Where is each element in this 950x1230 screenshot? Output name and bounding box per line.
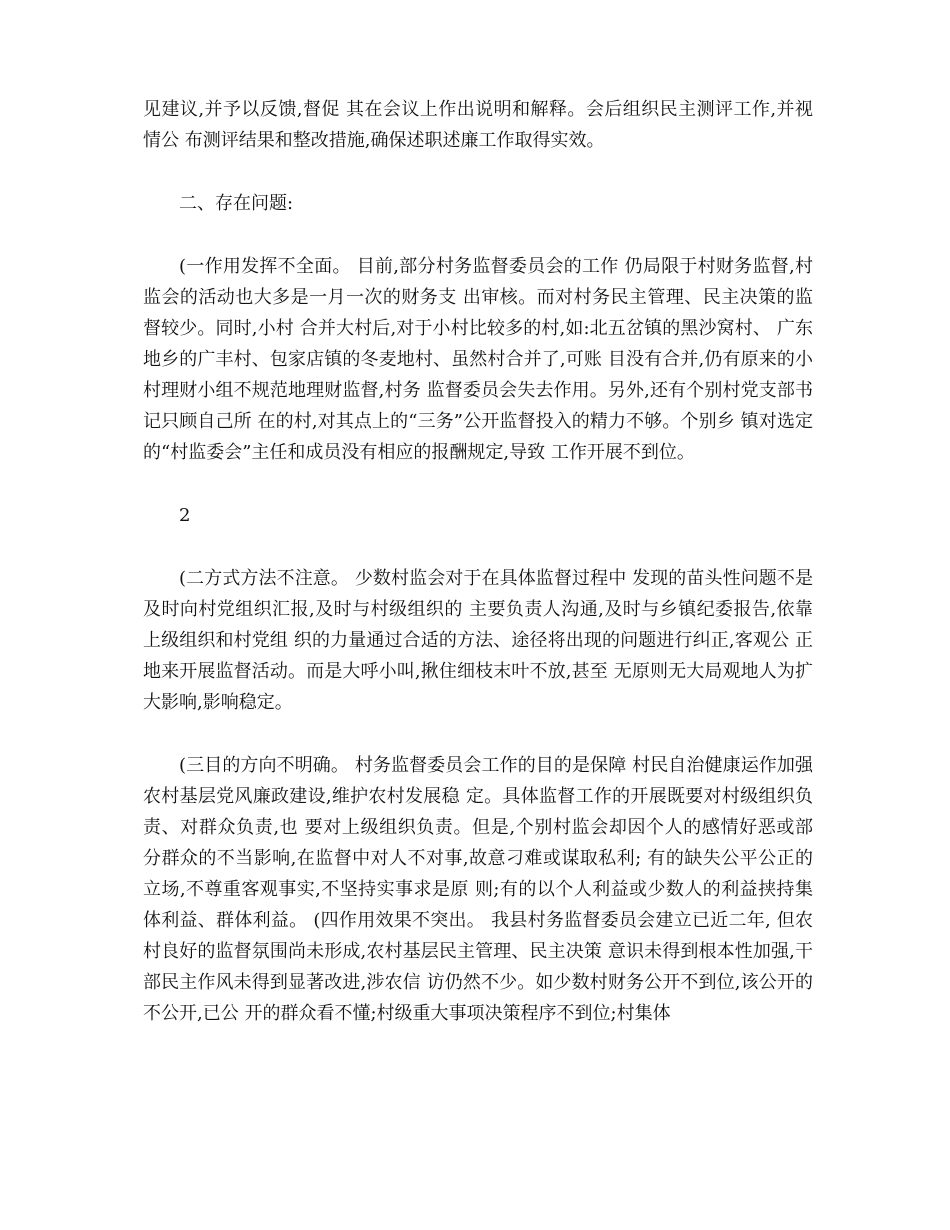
page-number: 2	[179, 505, 191, 526]
paragraph-problem-2: (二方式方法不注意。 少数村监会对于在具体监督过程中 发现的苗头性问题不是及时向村党组织汇报,及时与村级组织的 主要负责人沟通,及时与乡镇纪委报告,依靠上级组织和村党组 织的力量通过合适的方法、途径将出现的问题进行纠正,客观公 正地来开展监督活动。而是大呼小叫,揪住细枝末叶不放,甚至 无原则无大局观地人为扩大影响,影响稳定。	[143, 568, 813, 713]
document-page	[143, 94, 813, 1029]
paragraph-problem-3-4: (三目的方向不明确。 村务监督委员会工作的目的是保障 村民自治健康运作加强农村基层党风廉政建设,维护农村发展稳 定。具体监督工作的开展既要对村级组织负责、对群众负责,也 要对上级组织负责。但是,个别村监会却因个人的感情好恶或部 分群众的不当影响,在监督中对人不对事,故意刁难或谋取私利; 有的缺失公平公正的立场,不尊重客观事实,不坚持实事求是原 则;有的以个人利益或少数人的利益挟持集体利益、群体利益。 (四作用效果不突出。 我县村务监督委员会建立已近二年, 但农村良好的监督氛围尚未形成,农村基层民主管理、民主决策 意识未得到根本性加强,干部民主作风未得到显著改进,涉农信 访仍然不少。如少数村财务公开不到位,该公开的不公开,已公 开的群众看不懂;村级重大事项决策程序不到位;村集体	[143, 755, 813, 1024]
section-heading-problems: 二、存在问题:	[179, 193, 294, 214]
paragraph-problem-1: (一作用发挥不全面。 目前,部分村务监督委员会的工作 仍局限于村财务监督,村监会的活动也大多是一月一次的财务支 出审核。而对村务民主管理、民主决策的监督较少。同时,小村 合并大村后,对于小村比较多的村,如:北五岔镇的黑沙窝村、 广东地乡的广丰村、包家店镇的冬麦地村、虽然村合并了,可账 目没有合并,仍有原来的小村理财小组不规范地理财监督,村务 监督委员会失去作用。另外,还有个别村党支部书记只顾自己所 在的村,对其点上的“三务”公开监督投入的精力不够。个别乡 镇对选定的“村监委会”主任和成员没有相应的报酬规定,导致 工作开展不到位。	[143, 256, 813, 463]
paragraph-intro: 见建议,并予以反馈,督促 其在会议上作出说明和解释。会后组织民主测评工作,并视情公 布测评结果和整改措施,确保述职述廉工作取得实效。	[143, 99, 813, 151]
